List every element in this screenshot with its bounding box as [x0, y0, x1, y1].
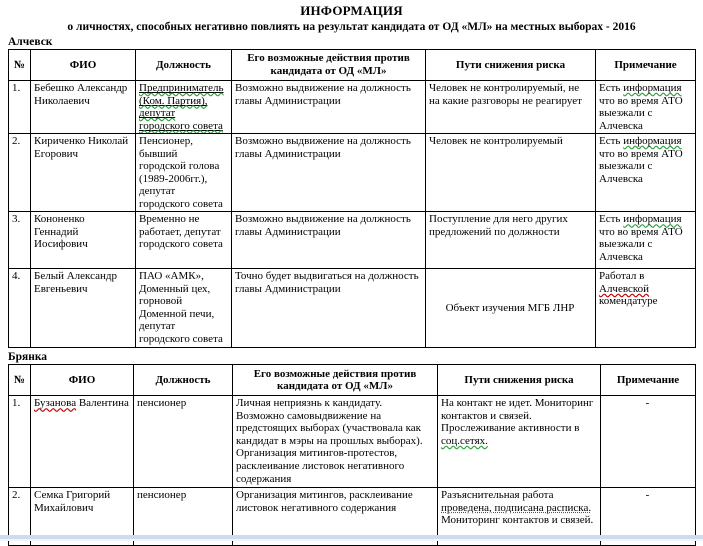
col-header-position: Должность [136, 50, 232, 81]
cell-risk: Человек не контролируемый, не на какие разговоры не реагирует [426, 81, 596, 134]
cell-note: - [601, 488, 696, 546]
spellcheck-marked-text: Алчевской [599, 282, 650, 295]
cell-num: 2. [9, 134, 31, 212]
col-header-risk: Пути снижения риска [426, 50, 596, 81]
cell-fio: Кириченко Николай Егорович [31, 134, 136, 212]
cell-risk: На контакт не идет. Мониторинг контактов и связей. Прослеживание активности в соц.сетях. [438, 396, 601, 488]
col-header-note: Примечание [596, 50, 696, 81]
window-bottom-edge [0, 535, 703, 539]
cell-risk: Объект изучения МГБ ЛНР [426, 269, 596, 348]
cell-actions: Возможно выдвижение на должность главы Администрации [232, 81, 426, 134]
cell-num: 2. [9, 488, 31, 546]
cell-position [136, 81, 232, 134]
cell-fio: Кононенко Геннадий Иосифович [31, 212, 136, 269]
cell-note: Есть информация что во время АТО выезжали с Алчевска [596, 81, 696, 134]
cell-position: ПАО «АМК», Доменный цех, горновой Доменной печи, депутат городского совета [136, 269, 232, 348]
cell-fio: Бузанова Валентина [31, 396, 134, 488]
grammar-marked-text: информация [623, 82, 682, 94]
col-header-actions: Его возможные действия против кандидата от ОД «МЛ» [233, 365, 438, 396]
grammar-marked-text: соц.сетях. [441, 434, 488, 447]
cell-position: пенсионер [134, 488, 233, 546]
table-row [9, 81, 696, 134]
col-header-position: Должность [134, 365, 233, 396]
cell-risk: Разъяснительная работа проведена, подписана расписка. Мониторинг контактов и связей. [438, 488, 601, 546]
grammar-marked-text: проведена, подписана расписка. [441, 501, 592, 514]
col-header-note: Примечание [601, 365, 696, 396]
col-header-fio: ФИО [31, 365, 134, 396]
cell-num: 1. [9, 81, 31, 134]
cell-actions: Организация митингов, расклеивание листовок негативного содержания [233, 488, 438, 546]
cell-position: Пенсионер, бывший городской голова (1989-2006гг.), депутат городского совета [136, 134, 232, 212]
cell-note: Есть информация что во время АТО выезжали с Алчевска [596, 134, 696, 212]
cell-actions: Возможно выдвижение на должность главы Администрации [232, 134, 426, 212]
cell-actions: Личная неприязнь к кандидату. Возможно самовыдвижение на предстоящих выборах (участвовала как кандидат в мэры на прошлых выборах). Организация митингов-протестов, расклеивание листовок негативного содержания [233, 396, 438, 488]
col-header-num: № [9, 50, 31, 81]
cell-position: пенсионер [134, 396, 233, 488]
table-header-row [9, 365, 696, 396]
cell-risk: Поступление для него других предложений по должности [426, 212, 596, 269]
table-header-row [9, 50, 696, 81]
cell-position: Временно не работает, депутат городского совета [136, 212, 232, 269]
col-header-actions: Его возможные действия против кандидата от ОД «МЛ» [232, 50, 426, 81]
table-row [9, 134, 696, 212]
underlined-grammar-marked-text: Предприниматель (Ком. Партия), депутат городского совета [139, 82, 224, 132]
col-header-num: № [9, 365, 31, 396]
cell-risk: Человек не контролируемый [426, 134, 596, 212]
cell-note: Есть информация что во время АТО выезжали с Алчевска [596, 212, 696, 269]
grammar-marked-text: информация [623, 213, 682, 226]
cell-actions: Возможно выдвижение на должность главы Администрации [232, 212, 426, 269]
cell-note: Работал в Алчевской комендатуре [596, 269, 696, 348]
page-title: ИНФОРМАЦИЯ [300, 3, 403, 18]
grammar-marked-text: информация [623, 135, 682, 148]
section-label-alchevsk: Алчевск [8, 36, 53, 48]
page-subtitle: о личностях, способных негативно повлиять на результат кандидата от ОД «МЛ» на местных выборах - 2016 [67, 21, 636, 33]
spellcheck-marked-text: Бузанова [34, 397, 77, 410]
table-row [9, 269, 696, 348]
cell-fio: Семка Григорий Михайлович [31, 488, 134, 546]
table-row [9, 396, 696, 488]
cell-num: 4. [9, 269, 31, 348]
cell-note: - [601, 396, 696, 488]
col-header-risk: Пути снижения риска [438, 365, 601, 396]
section-label-bryanka: Брянка [8, 351, 48, 364]
col-header-fio: ФИО [31, 50, 136, 81]
table-bryanka [8, 364, 696, 546]
cell-num: 1. [9, 396, 31, 488]
table-row [9, 212, 696, 269]
cell-num: 3. [9, 212, 31, 269]
cell-fio: Бебешко Александр Николаевич [31, 81, 136, 134]
table-alchevsk [8, 49, 696, 348]
cell-fio: Белый Александр Евгеньевич [31, 269, 136, 348]
cell-actions: Точно будет выдвигаться на должность главы Администрации [232, 269, 426, 348]
